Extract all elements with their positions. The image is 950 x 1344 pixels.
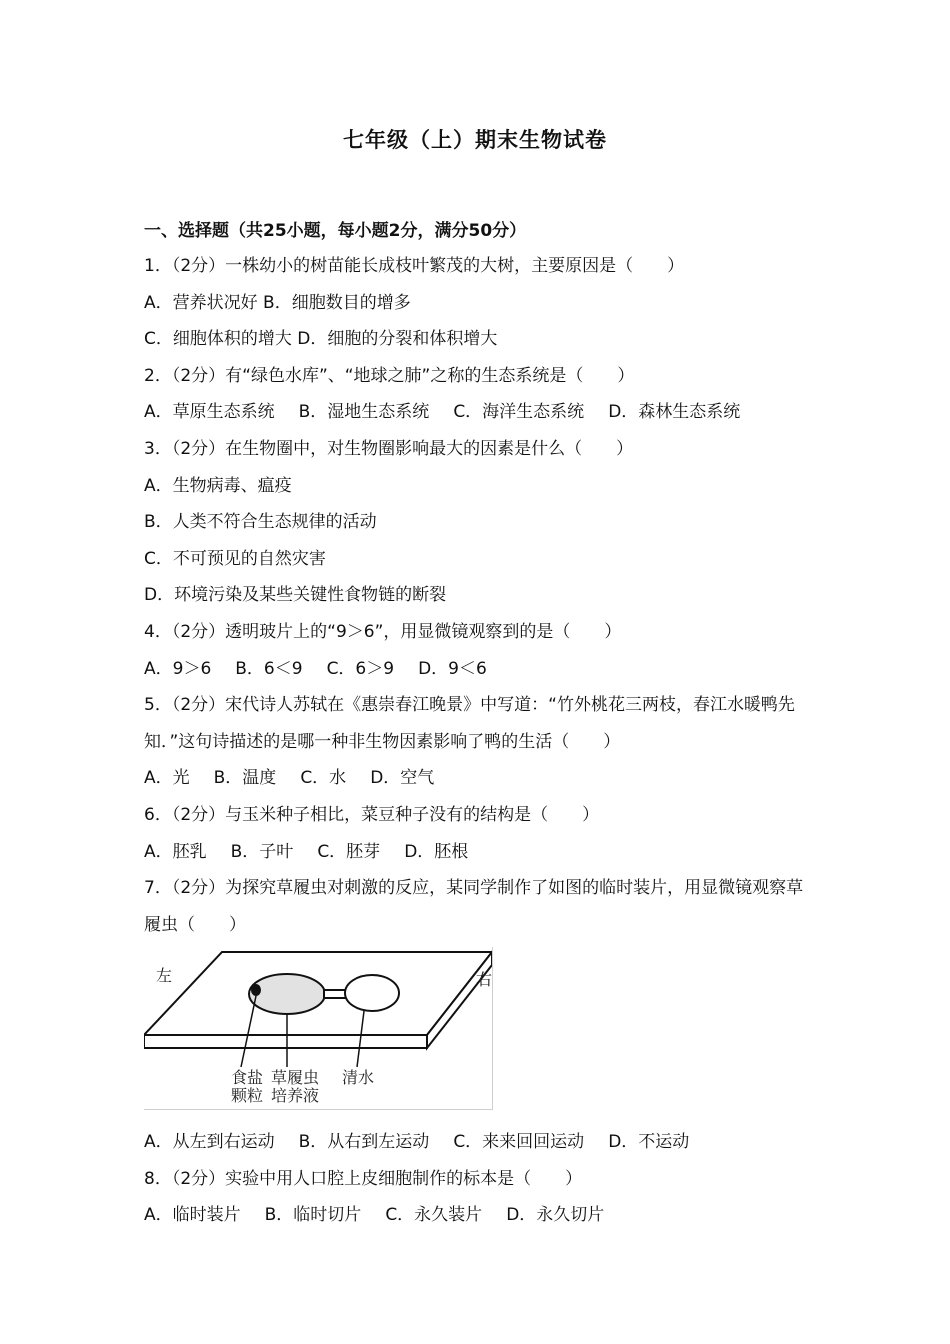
question-stem: 8．（2分）实验中用人口腔上皮细胞制作的标本是（ ）: [144, 1168, 583, 1189]
option-line: [144, 651, 814, 688]
option: C．永久装片: [385, 1205, 483, 1226]
option: C．6＞9: [326, 658, 395, 679]
option: A．营养状况好 B．细胞数目的增多: [144, 292, 411, 313]
left-label: 左: [156, 966, 173, 986]
section-heading: 一、选择题（共25小题，每小题2分，满分50分）: [144, 221, 527, 241]
option: C．来来回回运动: [453, 1132, 585, 1153]
water-drop: [345, 975, 399, 1011]
slide-front-face: [144, 1035, 427, 1048]
question-stem: 6．（2分）与玉米种子相比，菜豆种子没有的结构是（ ）: [144, 804, 600, 825]
option: A．生物病毒、瘟疫: [144, 475, 292, 496]
question-list: [144, 248, 814, 1234]
option-line: [144, 577, 814, 614]
option: A．光: [144, 768, 190, 789]
option-line: [144, 468, 814, 505]
right-label: 右: [476, 970, 493, 990]
option: C．水: [300, 768, 347, 789]
option-line: [144, 321, 814, 358]
option-line: [144, 394, 814, 431]
option: C．胚芽: [317, 841, 381, 862]
option: B．子叶: [230, 841, 294, 862]
option: C．细胞体积的增大 D．细胞的分裂和体积增大: [144, 329, 498, 350]
option: B．温度: [213, 768, 277, 789]
question-stem: 2．（2分）有“绿色水库”、“地球之肺”之称的生态系统是（ ）: [144, 365, 635, 386]
option: D．不运动: [608, 1132, 690, 1153]
option: A．临时装片: [144, 1205, 241, 1226]
salt-label: 食盐颗粒: [231, 1068, 264, 1106]
option-line: [144, 285, 814, 322]
water-label: 清水: [342, 1068, 375, 1088]
option-line: [144, 541, 814, 578]
option-line: [144, 1197, 814, 1234]
option: C．海洋生态系统: [453, 402, 585, 423]
option-line: [144, 760, 814, 797]
option: A．9＞6: [144, 658, 212, 679]
option: B．从右到左运动: [298, 1132, 430, 1153]
option: B．临时切片: [264, 1205, 362, 1226]
option: D．森林生态系统: [608, 402, 741, 423]
option: C．不可预见的自然灾害: [144, 548, 326, 569]
option-line: [144, 834, 814, 871]
option: D．永久切片: [506, 1205, 605, 1226]
question-stem: 7．（2分）为探究草履虫对刺激的反应，某同学制作了如图的临时装片，用显微镜观察草履虫（ ）: [144, 878, 804, 935]
culture-drop: [249, 974, 325, 1014]
option: B．人类不符合生态规律的活动: [144, 512, 377, 533]
option: B．湿地生态系统: [298, 402, 430, 423]
option: A．从左到右运动: [144, 1132, 275, 1153]
culture-label: 草履虫培养液: [271, 1068, 320, 1106]
option: D．9＜6: [418, 658, 487, 679]
option: A．胚乳: [144, 841, 207, 862]
question-stem: 4．（2分）透明玻片上的“9＞6”，用显微镜观察到的是（ ）: [144, 621, 622, 642]
option: A．草原生态系统: [144, 402, 275, 423]
salt-granule: [251, 984, 261, 996]
option: D．环境污染及某些关键性食物链的断裂: [144, 585, 447, 606]
option: D．空气: [370, 768, 435, 789]
option-line: [144, 1124, 814, 1161]
question-stem: 3．（2分）在生物圈中，对生物圈影响最大的因素是什么（ ）: [144, 438, 634, 459]
option: B．6＜9: [235, 658, 303, 679]
page-title: 七年级（上）期末生物试卷: [343, 128, 607, 152]
slide-diagram: [144, 947, 493, 1110]
question-stem: 1．（2分）一株幼小的树苗能长成枝叶繁茂的大树，主要原因是（ ）: [144, 256, 685, 276]
option-line: [144, 504, 814, 541]
question-stem: 5．（2分）宋代诗人苏轼在《惠崇春江晚景》中写道：“竹外桃花三两枝，春江水暖鸭先知．”这句诗描述的是哪一种非生物因素影响了鸭的生活（ ）: [144, 695, 795, 752]
option: D．胚根: [404, 841, 469, 862]
